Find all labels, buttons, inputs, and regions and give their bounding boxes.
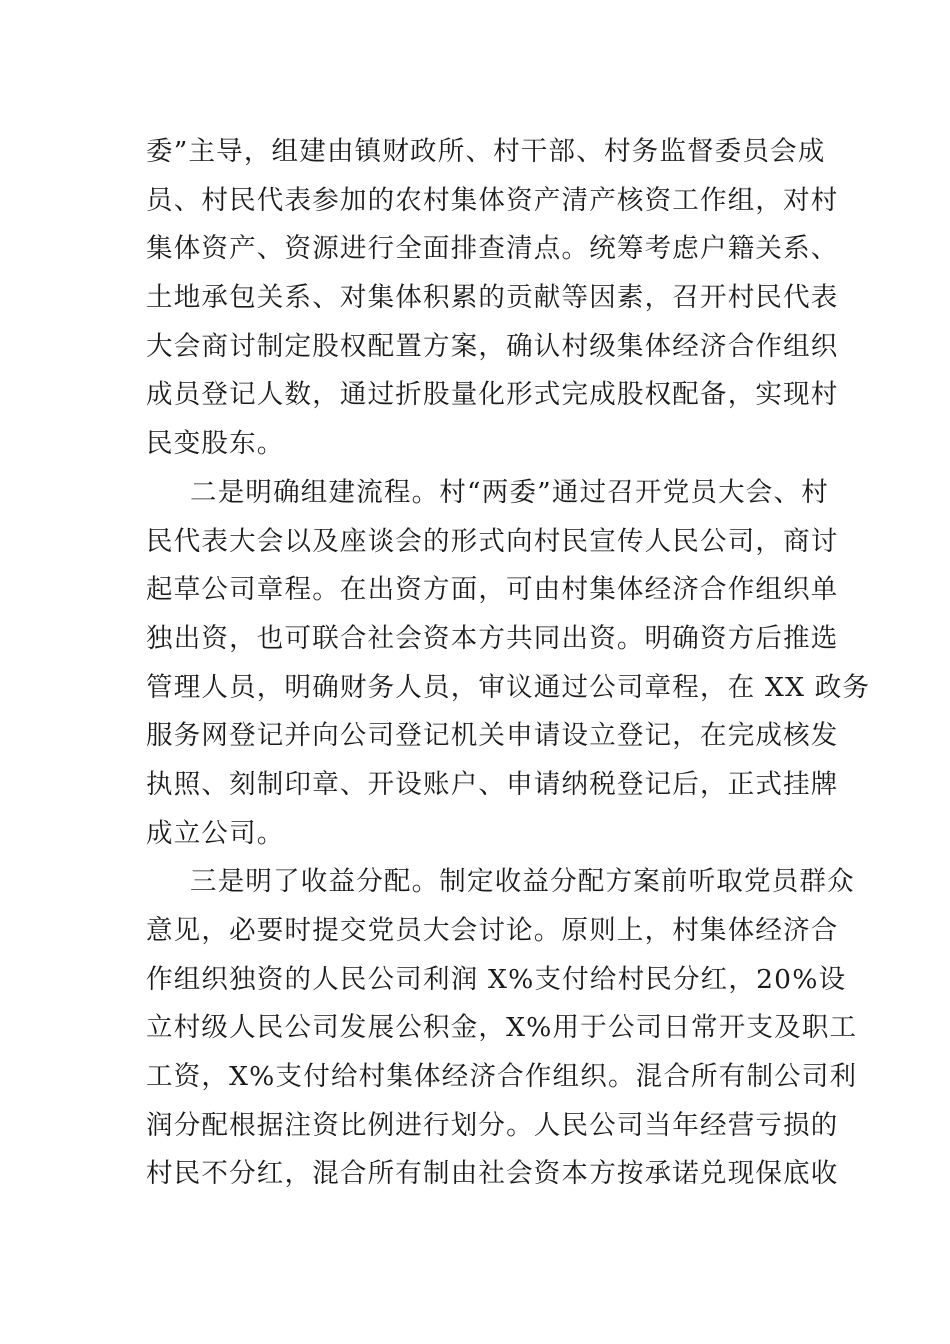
paragraph-establishment-process: [146, 469, 871, 859]
text-line: 工资，X%支付给村集体经济合作组织。混合所有制公司利: [146, 1061, 858, 1093]
text-line: 起草公司章程。在出资方面，可由村集体经济合作组织单: [146, 574, 839, 606]
paragraph-profit-distribution: [146, 858, 858, 1199]
text-line: 执照、刻制印章、开设账户、申请纳税登记后，正式挂牌: [146, 768, 839, 800]
text-line: 三是明了收益分配。制定收益分配方案前听取党员群众: [190, 866, 855, 898]
text-line: 二是明确组建流程。村“两委”通过召开党员大会、村: [190, 476, 829, 508]
text-line: 独出资，也可联合社会资本方共同出资。明确资方后推选: [146, 622, 839, 654]
text-line: 民代表大会以及座谈会的形式向村民宣传人民公司，商讨: [146, 525, 839, 557]
text-line: 民变股东。: [146, 428, 285, 460]
text-line: 大会商讨制定股权配置方案，确认村级集体经济合作组织: [146, 330, 839, 362]
text-line: 土地承包关系、对集体积累的贡献等因素，召开村民代表: [146, 282, 839, 314]
text-line: 员、村民代表参加的农村集体资产清产核资工作组，对村: [146, 184, 839, 216]
text-line: 润分配根据注资比例进行划分。人民公司当年经营亏损的: [146, 1109, 839, 1141]
paragraph-shareholding: [146, 128, 839, 469]
text-line: 集体资产、资源进行全面排查清点。统筹考虑户籍关系、: [146, 233, 839, 265]
text-line: 成员登记人数，通过折股量化形式完成股权配备，实现村: [146, 379, 839, 411]
text-line: 立村级人民公司发展公积金，X%用于公司日常开支及职工: [146, 1012, 858, 1044]
text-line: 服务网登记并向公司登记机关申请设立登记，在完成核发: [146, 720, 839, 752]
text-line: 管理人员，明确财务人员，审议通过公司章程，在 XX 政务: [146, 671, 871, 703]
document-body: [146, 128, 871, 1199]
text-line: 成立公司。: [146, 817, 285, 849]
text-line: 委”主导，组建由镇财政所、村干部、村务监督委员会成: [146, 136, 826, 167]
text-line: 意见，必要时提交党员大会讨论。原则上，村集体经济合: [146, 915, 839, 946]
text-line: 村民不分红，混合所有制由社会资本方按承诺兑现保底收: [146, 1158, 839, 1190]
text-line: 作组织独资的人民公司利润 X%支付给村民分红，20%设: [146, 963, 847, 995]
